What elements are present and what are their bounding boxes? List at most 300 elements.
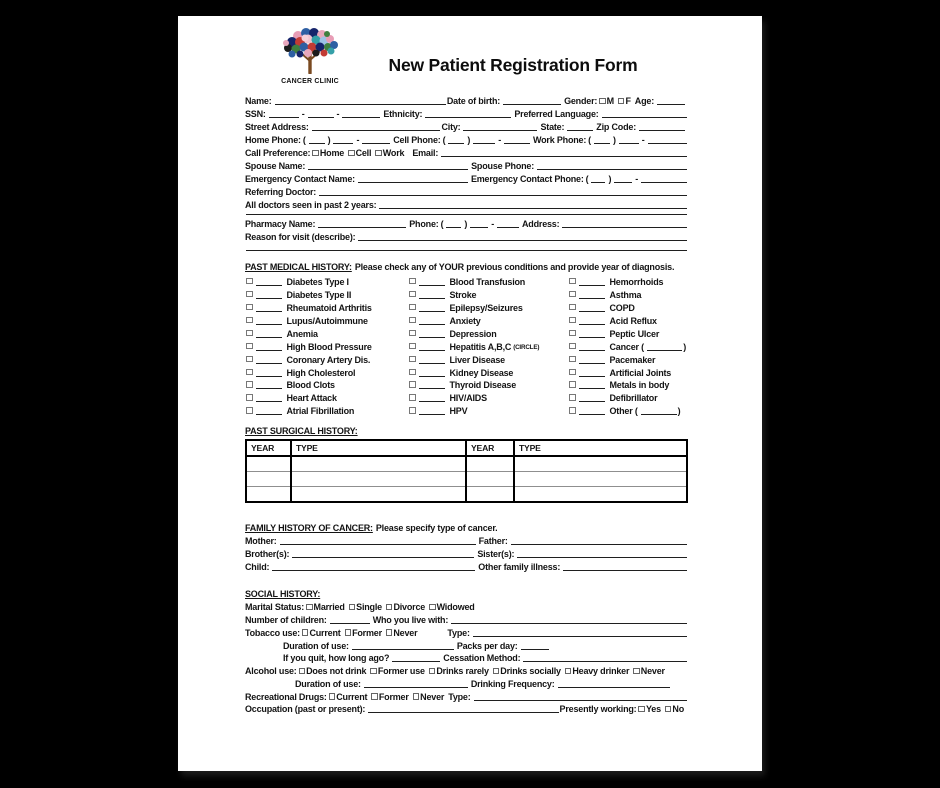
checkbox-icon[interactable] [633, 668, 640, 675]
blank-field[interactable] [563, 562, 687, 571]
checkbox-icon[interactable] [429, 668, 436, 675]
year-blank-field[interactable] [579, 316, 605, 325]
field-label: Spouse Phone: [471, 161, 535, 171]
table-cell[interactable] [466, 456, 514, 472]
checkbox-option[interactable] [345, 628, 382, 638]
condition-label: Stroke [449, 289, 477, 300]
blank-field[interactable] [246, 242, 687, 251]
checkbox-option[interactable] [599, 96, 614, 106]
year-blank-field[interactable] [256, 355, 282, 364]
form-line [245, 132, 688, 145]
checkbox-icon[interactable] [246, 317, 253, 324]
checkbox-label: Former [378, 691, 409, 702]
table-cell[interactable] [466, 487, 514, 503]
condition-item [568, 300, 688, 313]
blank-field[interactable] [379, 200, 687, 209]
year-blank-field[interactable] [256, 316, 282, 325]
blank-field[interactable] [275, 96, 446, 105]
year-blank-field[interactable] [256, 406, 282, 415]
table-cell[interactable] [514, 456, 687, 472]
condition-label: Diabetes Type II [286, 289, 352, 300]
year-blank-field[interactable] [579, 355, 605, 364]
checkbox-option[interactable] [633, 666, 665, 676]
year-blank-field[interactable] [419, 316, 445, 325]
blank-field[interactable] [657, 96, 685, 105]
form-line [245, 559, 688, 572]
blank-field[interactable] [602, 109, 687, 118]
checkbox-icon[interactable] [345, 629, 352, 636]
table-cell[interactable] [514, 472, 687, 487]
form-line [245, 599, 688, 612]
checkbox-icon[interactable] [429, 604, 436, 611]
field-label: Father: [478, 536, 508, 547]
blank-field[interactable] [246, 210, 687, 215]
checkbox-icon[interactable] [409, 317, 416, 324]
checkbox-option[interactable] [349, 602, 382, 612]
checkbox-icon[interactable] [665, 706, 672, 713]
table-header-cell: TYPE [514, 440, 687, 456]
checkbox-icon[interactable] [409, 369, 416, 376]
checkbox-option[interactable] [638, 704, 660, 714]
checkbox-label: Former [352, 627, 382, 638]
checkbox-icon[interactable] [409, 381, 416, 388]
checkbox-icon[interactable] [638, 706, 645, 713]
blank-field[interactable] [309, 135, 325, 144]
checkbox-icon[interactable] [246, 304, 253, 311]
condition-label: Hepatitis A,B,C [449, 341, 512, 352]
field-label: ) [327, 135, 331, 145]
condition-label: Epilepsy/Seizures [449, 302, 523, 313]
checkbox-icon[interactable] [569, 394, 576, 401]
field-label: Name: [245, 96, 272, 106]
checkbox-label: Does not drink [306, 666, 367, 677]
checkbox-icon[interactable] [371, 693, 378, 700]
checkbox-icon[interactable] [409, 330, 416, 337]
blank-field[interactable] [308, 161, 468, 170]
checkbox-option[interactable] [371, 692, 408, 702]
form-line [245, 145, 688, 158]
form-line [245, 676, 688, 689]
form-line [245, 612, 688, 625]
year-blank-field[interactable] [256, 380, 282, 389]
table-cell[interactable] [246, 487, 291, 503]
checkbox-option[interactable] [386, 628, 418, 638]
checkbox-icon[interactable] [302, 629, 309, 636]
blank-field[interactable] [473, 135, 495, 144]
blank-field[interactable] [319, 187, 687, 196]
blank-field[interactable] [567, 122, 593, 131]
blank-field[interactable] [272, 562, 475, 571]
condition-item [568, 352, 688, 365]
condition-item [408, 326, 568, 339]
checkbox-option[interactable] [618, 96, 631, 106]
blank-field[interactable] [537, 161, 687, 170]
blank-field[interactable] [473, 628, 687, 637]
checkbox-icon[interactable] [246, 356, 253, 363]
checkbox-icon[interactable] [349, 604, 356, 611]
blank-field[interactable] [591, 174, 605, 183]
checkbox-icon[interactable] [246, 369, 253, 376]
blank-field[interactable] [463, 122, 537, 131]
condition-item [245, 378, 408, 391]
checkbox-icon[interactable] [386, 629, 393, 636]
blank-field[interactable] [269, 109, 299, 118]
demographics-section [245, 93, 688, 252]
field-label: - [336, 109, 340, 119]
field-label: Tobacco use: [245, 627, 300, 638]
year-blank-field[interactable] [256, 342, 282, 351]
year-blank-field[interactable] [419, 277, 445, 286]
field-label: Street Address: [245, 122, 309, 132]
table-cell[interactable] [246, 456, 291, 472]
year-blank-field[interactable] [579, 380, 605, 389]
checkbox-label: Never [640, 666, 665, 677]
field-label: Number of children: [245, 614, 327, 625]
blank-field[interactable] [648, 135, 687, 144]
field-label: City: [441, 122, 461, 132]
checkbox-option[interactable] [413, 692, 445, 702]
checkbox-icon[interactable] [246, 407, 253, 414]
checkbox-icon[interactable] [299, 668, 306, 675]
year-blank-field[interactable] [579, 329, 605, 338]
field-label: Emergency Contact Name: [245, 174, 355, 184]
checkbox-option[interactable] [375, 148, 404, 158]
checkbox-label: Heavy drinker [572, 666, 630, 677]
checkbox-icon[interactable] [386, 604, 393, 611]
blank-field[interactable] [641, 174, 687, 183]
form-line [245, 119, 688, 132]
year-blank-field[interactable] [579, 290, 605, 299]
condition-item [568, 403, 688, 416]
condition-label: HPV [449, 406, 468, 417]
checkbox-icon[interactable] [306, 604, 313, 611]
section-heading: SOCIAL HISTORY: [245, 589, 321, 600]
checkbox-icon[interactable] [569, 343, 576, 350]
field-label: ) [683, 341, 686, 352]
year-blank-field[interactable] [419, 355, 445, 364]
form-line [245, 625, 688, 638]
condition-label: High Cholesterol [286, 367, 356, 378]
field-label: Cell Phone: [393, 135, 441, 145]
checkbox-icon[interactable] [569, 356, 576, 363]
condition-item [408, 339, 568, 352]
year-blank-field[interactable] [256, 329, 282, 338]
checkbox-icon[interactable] [569, 381, 576, 388]
table-cell[interactable] [514, 487, 687, 503]
checkbox-icon[interactable] [246, 394, 253, 401]
field-label: Brother(s): [245, 549, 290, 560]
form-line [245, 689, 688, 702]
blank-field[interactable] [451, 615, 687, 624]
field-label: Preferred Language: [514, 109, 599, 119]
checkbox-label: F [625, 96, 631, 106]
checkbox-icon[interactable] [312, 150, 319, 157]
condition-item [408, 403, 568, 416]
condition-item [568, 390, 688, 403]
field-label: If you quit, how long ago? [283, 653, 390, 664]
blank-field[interactable] [503, 96, 561, 105]
checkbox-option[interactable] [348, 148, 371, 158]
field-label: Gender: [564, 96, 598, 106]
blank-field[interactable] [446, 219, 461, 228]
checkbox-icon[interactable] [246, 343, 253, 350]
year-blank-field[interactable] [419, 342, 445, 351]
checkbox-icon[interactable] [409, 291, 416, 298]
year-blank-field[interactable] [579, 406, 605, 415]
checkbox-option[interactable] [386, 602, 425, 612]
table-cell[interactable] [246, 472, 291, 487]
condition-item [408, 300, 568, 313]
form-line [245, 651, 688, 664]
checkbox-icon[interactable] [246, 291, 253, 298]
condition-label: Hemorrhoids [609, 276, 664, 287]
checkbox-option[interactable] [565, 666, 629, 676]
condition-item [408, 274, 568, 287]
form-line [245, 229, 688, 242]
blank-field[interactable] [511, 536, 687, 545]
table-cell[interactable] [291, 487, 466, 503]
year-blank-field[interactable] [419, 380, 445, 389]
checkbox-icon[interactable] [569, 291, 576, 298]
form-line [245, 242, 688, 252]
condition-item [245, 352, 408, 365]
field-label: Sister(s): [477, 549, 515, 560]
condition-item [408, 352, 568, 365]
blank-field[interactable] [474, 692, 687, 701]
year-blank-field[interactable] [579, 368, 605, 377]
blank-field[interactable] [504, 135, 530, 144]
year-blank-field[interactable] [256, 277, 282, 286]
blank-field[interactable] [358, 174, 468, 183]
year-blank-field[interactable] [256, 290, 282, 299]
year-blank-field[interactable] [419, 290, 445, 299]
conditions-column [408, 274, 568, 416]
condition-label: Atrial Fibrillation [286, 406, 355, 417]
blank-field[interactable] [614, 174, 632, 183]
checkbox-option[interactable] [306, 602, 345, 612]
blank-field[interactable] [647, 342, 682, 351]
checkbox-icon[interactable] [348, 150, 355, 157]
checkbox-icon[interactable] [246, 278, 253, 285]
blank-field[interactable] [342, 109, 380, 118]
checkbox-icon[interactable] [409, 394, 416, 401]
checkbox-option[interactable] [429, 666, 489, 676]
field-label: Email: [412, 148, 439, 158]
blank-field[interactable] [619, 135, 639, 144]
condition-item [245, 326, 408, 339]
field-label: ) [467, 135, 471, 145]
table-cell[interactable] [291, 472, 466, 487]
field-label: Ethnicity: [383, 109, 423, 119]
field-label: Child: [245, 562, 270, 573]
blank-field[interactable] [594, 135, 610, 144]
blank-field[interactable] [517, 549, 687, 558]
field-label: Type: [448, 691, 471, 702]
year-blank-field[interactable] [419, 393, 445, 402]
field-label: Packs per day: [456, 640, 518, 651]
year-blank-field[interactable] [419, 329, 445, 338]
condition-item [245, 403, 408, 416]
form-line [245, 106, 688, 119]
field-label: ) [464, 219, 468, 229]
field-label: ( [588, 135, 591, 145]
blank-field[interactable] [318, 219, 406, 228]
year-blank-field[interactable] [419, 368, 445, 377]
condition-item [408, 378, 568, 391]
checkbox-icon[interactable] [409, 278, 416, 285]
year-blank-field[interactable] [256, 393, 282, 402]
form-line [245, 184, 688, 197]
checkbox-icon[interactable] [569, 278, 576, 285]
checkbox-label: Yes [645, 704, 661, 715]
checkbox-icon[interactable] [569, 330, 576, 337]
checkbox-option[interactable] [312, 148, 344, 158]
checkbox-icon[interactable] [493, 668, 500, 675]
field-label: Spouse Name: [245, 161, 306, 171]
blank-field[interactable] [308, 109, 334, 118]
table-cell[interactable] [466, 472, 514, 487]
blank-field[interactable] [523, 653, 687, 662]
checkbox-icon[interactable] [375, 150, 382, 157]
checkbox-label: Married [313, 602, 345, 613]
checkbox-icon[interactable] [413, 693, 420, 700]
checkbox-label: No [672, 704, 684, 715]
form-line [245, 171, 688, 184]
form-line [245, 638, 688, 651]
blank-field[interactable] [521, 641, 549, 650]
checkbox-icon[interactable] [599, 98, 606, 105]
year-blank-field[interactable] [579, 303, 605, 312]
table-cell[interactable] [291, 456, 466, 472]
condition-item [568, 326, 688, 339]
checkbox-icon[interactable] [565, 668, 572, 675]
past-medical-history-heading-line [245, 259, 688, 272]
checkbox-option[interactable] [329, 692, 368, 702]
condition-label: Diabetes Type I [286, 276, 349, 287]
checkbox-icon[interactable] [618, 98, 625, 105]
checkbox-option[interactable] [665, 704, 684, 714]
field-label: - [301, 109, 305, 119]
condition-item [408, 313, 568, 326]
field-label: Presently working: [559, 704, 637, 715]
blank-field[interactable] [392, 653, 440, 662]
family-history-section [245, 533, 688, 572]
blank-field[interactable] [641, 406, 677, 415]
field-label: Drinking Frequency: [470, 678, 555, 689]
condition-item [568, 365, 688, 378]
field-label: Zip Code: [596, 122, 636, 132]
year-blank-field[interactable] [579, 342, 605, 351]
checkbox-option[interactable] [302, 628, 341, 638]
condition-item [245, 390, 408, 403]
blank-field[interactable] [362, 135, 390, 144]
condition-label: Peptic Ulcer [609, 328, 660, 339]
blank-field[interactable] [470, 219, 488, 228]
checkbox-label: M [606, 96, 614, 106]
field-label: - [356, 135, 360, 145]
checkbox-option[interactable] [299, 666, 367, 676]
condition-item [568, 313, 688, 326]
checkbox-icon[interactable] [409, 304, 416, 311]
checkbox-icon[interactable] [409, 356, 416, 363]
checkbox-icon[interactable] [569, 304, 576, 311]
checkbox-icon[interactable] [246, 381, 253, 388]
condition-item [245, 287, 408, 300]
checkbox-icon[interactable] [569, 369, 576, 376]
checkbox-label: Former use [377, 666, 425, 677]
year-blank-field[interactable] [579, 277, 605, 286]
blank-field[interactable] [639, 122, 685, 131]
checkbox-option[interactable] [429, 602, 475, 612]
condition-label: Anemia [286, 328, 318, 339]
blank-field[interactable] [562, 219, 687, 228]
blank-field[interactable] [292, 549, 474, 558]
checkbox-option[interactable] [370, 666, 425, 676]
checkbox-icon[interactable] [409, 407, 416, 414]
year-blank-field[interactable] [419, 406, 445, 415]
checkbox-label: Drinks rarely [436, 666, 489, 677]
table-row [246, 456, 687, 472]
condition-item [568, 287, 688, 300]
field-label: ( [638, 341, 644, 352]
checkbox-icon[interactable] [329, 693, 336, 700]
year-blank-field[interactable] [419, 303, 445, 312]
field-label: Mother: [245, 536, 277, 547]
year-blank-field[interactable] [256, 303, 282, 312]
field-label: ( [632, 406, 638, 417]
blank-field[interactable] [333, 135, 353, 144]
checkbox-icon[interactable] [569, 317, 576, 324]
blank-field[interactable] [441, 148, 687, 157]
form-title: New Patient Registration Form [388, 55, 638, 75]
field-label: Home Phone: [245, 135, 301, 145]
field-label: - [641, 135, 645, 145]
condition-label: COPD [609, 302, 635, 313]
blank-field[interactable] [497, 219, 519, 228]
blank-field[interactable] [364, 679, 468, 688]
condition-label: Thyroid Disease [449, 380, 517, 391]
social-history-heading-line [245, 586, 688, 599]
blank-field[interactable] [558, 679, 670, 688]
blank-field[interactable] [425, 109, 511, 118]
form-page [178, 16, 762, 771]
field-label: - [498, 135, 501, 145]
field-label: Occupation (past or present): [245, 704, 366, 715]
blank-field[interactable] [358, 232, 687, 241]
checkbox-icon[interactable] [569, 407, 576, 414]
checkbox-icon[interactable] [409, 343, 416, 350]
blank-field[interactable] [280, 536, 476, 545]
checkbox-icon[interactable] [246, 330, 253, 337]
form-line [245, 702, 688, 715]
year-blank-field[interactable] [256, 368, 282, 377]
blank-field[interactable] [368, 704, 558, 713]
year-blank-field[interactable] [579, 393, 605, 402]
checkbox-option[interactable] [493, 666, 561, 676]
field-label: All doctors seen in past 2 years: [245, 200, 377, 210]
blank-field[interactable] [448, 135, 464, 144]
checkbox-icon[interactable] [370, 668, 377, 675]
blank-field[interactable] [312, 122, 441, 131]
field-label: Referring Doctor: [245, 187, 317, 197]
condition-label: Defibrillator [609, 393, 658, 404]
blank-field[interactable] [330, 615, 370, 624]
condition-label: Blood Clots [286, 380, 335, 391]
section-heading: FAMILY HISTORY OF CANCER: [245, 523, 373, 534]
blank-field[interactable] [352, 641, 454, 650]
field-label: - [491, 219, 494, 229]
condition-item [245, 300, 408, 313]
